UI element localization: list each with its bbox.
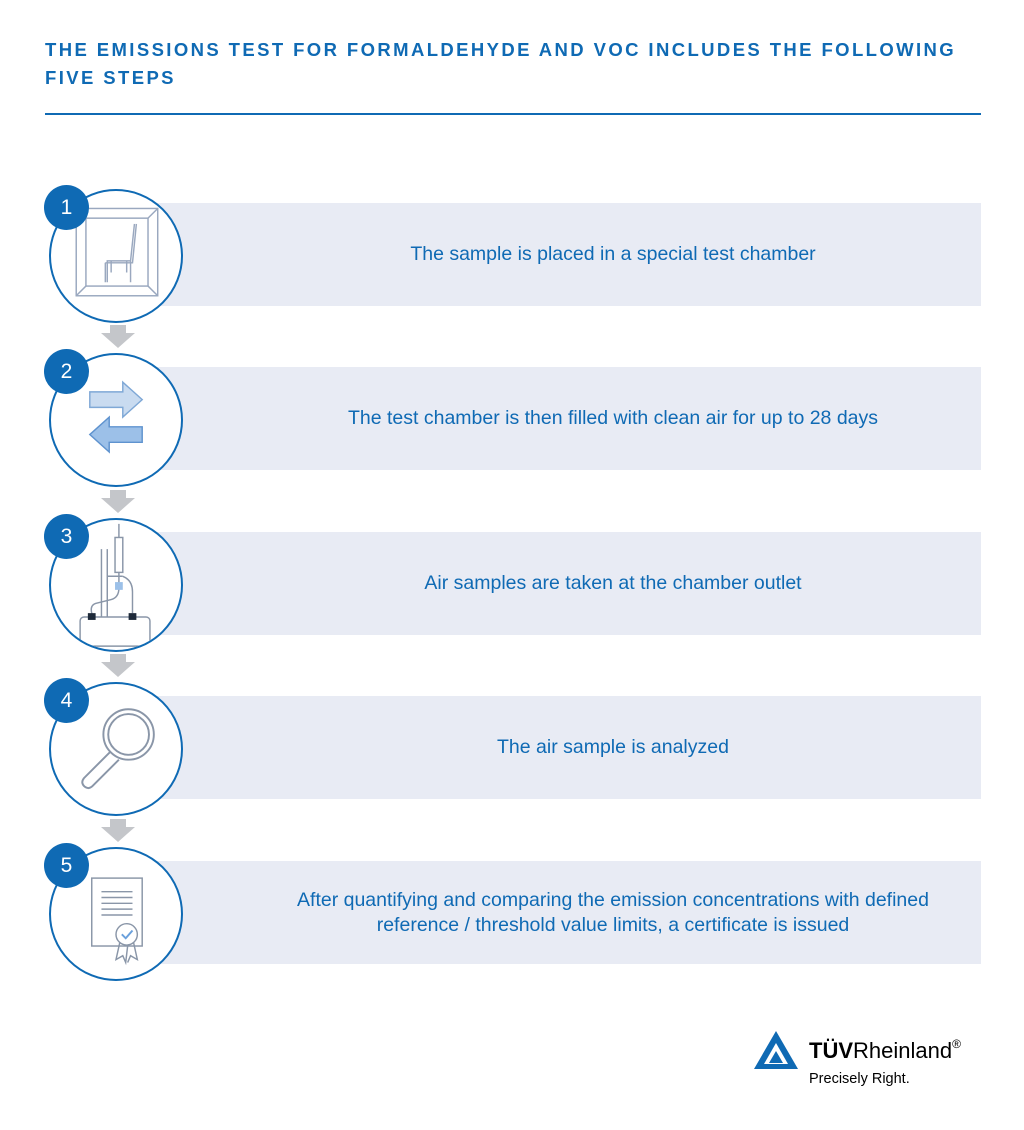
page-title: THE EMISSIONS TEST FOR FORMALDEHYDE AND VOC INCLUDES THE FOLLOWING FIVE STEPS — [45, 39, 957, 88]
step-3-number: 3 — [44, 514, 89, 559]
logo-brand-name — [809, 1037, 961, 1064]
step-1-text: The sample is placed in a special test chamber — [410, 243, 816, 265]
step-2-text: The test chamber is then filled with clean air for up to 28 days — [347, 407, 879, 429]
step-4 — [0, 676, 1024, 816]
connector-arrow-1 — [101, 333, 135, 348]
step-4-bar — [150, 696, 981, 799]
tuv-rheinland-logo — [752, 1026, 992, 1096]
logo-brand-bold: TÜV — [809, 1038, 853, 1063]
connector-arrow-2 — [101, 498, 135, 513]
step-5-number: 5 — [44, 843, 89, 888]
step-1-number: 1 — [44, 185, 89, 230]
step-3-bar — [150, 532, 981, 635]
step-5-bar — [150, 861, 981, 964]
connector-arrow-3 — [101, 662, 135, 677]
connector-2-stem — [110, 490, 126, 498]
step-4-text: The air sample is analyzed — [497, 736, 729, 758]
step-2 — [0, 347, 1024, 487]
connector-3-stem — [110, 654, 126, 662]
connector-1-stem — [110, 325, 126, 333]
step-1 — [0, 183, 1024, 323]
title-divider — [45, 113, 981, 115]
step-5-text: After quantifying and comparing the emission concentrations with defined reference / threshold value limits, a certificate is issued — [297, 888, 929, 936]
connector-arrow-4 — [101, 827, 135, 842]
step-3 — [0, 512, 1024, 652]
step-2-bar — [150, 367, 981, 470]
step-4-number: 4 — [44, 678, 89, 723]
step-1-bar — [150, 203, 981, 306]
step-2-number: 2 — [44, 349, 89, 394]
connector-4-stem — [110, 819, 126, 827]
step-3-text: Air samples are taken at the chamber outlet — [424, 572, 802, 594]
tuv-triangle-logo-icon — [752, 1029, 800, 1071]
logo-brand-regular: Rheinland — [853, 1038, 953, 1063]
step-5 — [0, 841, 1024, 981]
logo-registered-mark: ® — [952, 1037, 961, 1051]
logo-tagline: Precisely Right. — [809, 1071, 910, 1087]
